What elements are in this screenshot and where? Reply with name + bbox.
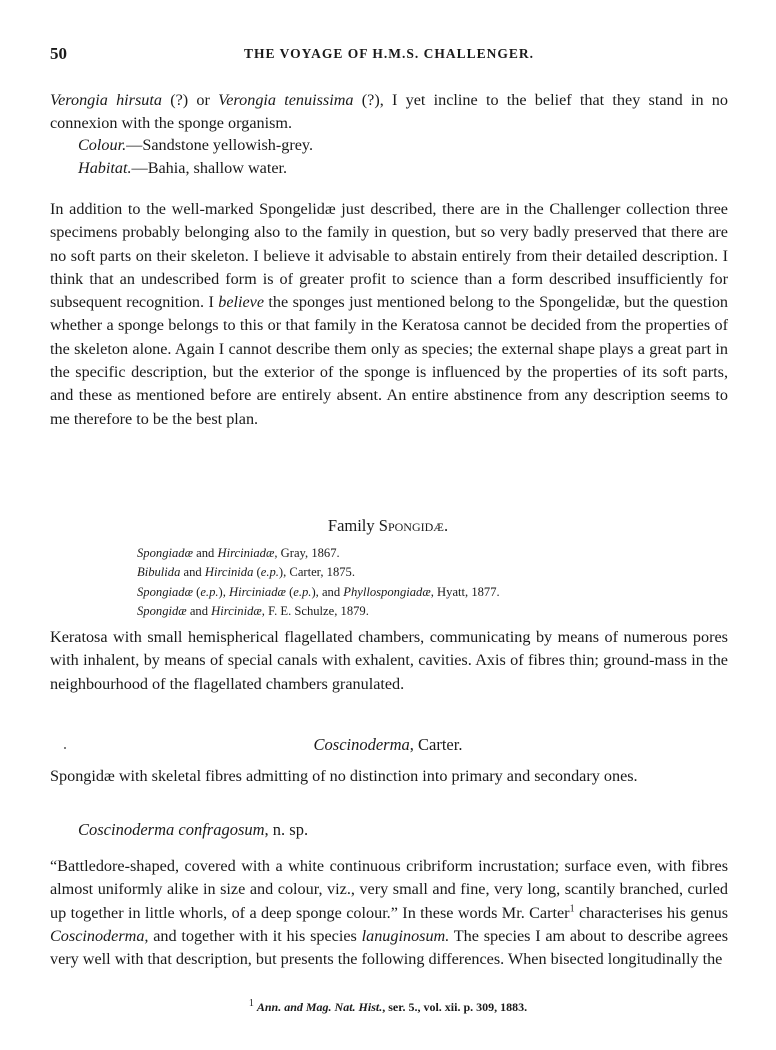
synonymy-entry: Spongiadæ (e.p.), Hirciniadæ (e.p.), and Phyllospongiadæ, Hyatt, 1877. [137, 584, 500, 599]
species-heading: Coscinoderma confragosum, n. sp. [78, 820, 309, 839]
paragraph-spongelidae-note: In addition to the well-marked Spongelidæ just described, there are in the Challenger collection three specimens probably belonging also to the family in question, but so very badly preserved that there are no soft parts on their skeleton. I believe it advisable to abstain entirely from their detailed description. I think that an undescribed form is of greater profit to science than a form described insufficiently for subsequent recognition. I believe the sponges just mentioned belong to the Spongelidæ, but the question whether a sponge belongs to this or that family in the Keratosa cannot be decided from the properties of the skeleton alone. Again I cannot describe them only as species; the external shape plays a great part in the specific description, but the exterior of the sponge is influenced by the properties of its soft parts, and these as mentioned before are entirely absent. An entire abstinence from any description seems to me therefore to be the best plan. [50, 200, 729, 428]
synonymy-entry: Spongiadæ and Hirciniadæ, Gray, 1867. [137, 546, 340, 560]
habitat-line: Habitat.—Bahia, shallow water. [78, 158, 288, 177]
footnote-reference: 1 [569, 903, 575, 915]
paragraph-genus-definition: Spongidæ with skeletal fibres admitting of no distinction into primary and secondary ones. [50, 767, 638, 785]
synonymy-list [137, 544, 697, 621]
paragraph-species-description: “Battledore-shaped, covered with a white continuous cribriform incrustation; surface even, with fibres almost uniformly alike in size and colour, viz., very small and fine, very long, scantily branched, curled up together in little whorls, of a deep sponge colour.” In these words Mr. Carter$^1$ characterises his genus Coscinoderma, and together with it his species lanuginosum. The species I am about to describe agrees very well with that description, but presents the following differences. When bisected longitudinally the [50, 857, 728, 969]
synonymy-entry: Bibulida and Hircinida (e.p.), Carter, 1875. [137, 565, 356, 580]
taxon-name: Verongia hirsuta [50, 91, 162, 109]
genus-heading: Coscinoderma, Carter. [313, 735, 463, 754]
species-description-end [50, 89, 728, 179]
taxon-name: Verongia tenuissima [218, 91, 354, 109]
family-heading: Family Spongidæ. [327, 516, 449, 535]
page-header [50, 44, 728, 68]
running-title: THE VOYAGE OF H.M.S. CHALLENGER. [243, 46, 535, 61]
paragraph-family-definition: Keratosa with small hemispherical flagellated chambers, communicating by means of numerous pores with inhalent, by means of special canals with exhalent, cavities. Axis of fibres thin; ground-mass in the neighbourhood of the flagellated chambers granulated. [50, 628, 728, 693]
synonymy-entry: Spongidæ and Hircinidæ, F. E. Schulze, 1879. [137, 603, 369, 618]
footnote: $^1$ Ann. and Mag. Nat. Hist., ser. 5., vol. xii. p. 309, 1883. [248, 998, 528, 1014]
continued-paragraph: Verongia hirsuta (?) or Verongia tenuissima (?), I yet incline to the belief that they stand in no connexion with the sponge organism. [50, 91, 728, 132]
colour-line: Colour.—Sandstone yellowish-grey. [78, 136, 314, 154]
page-number: 50 [50, 44, 67, 63]
